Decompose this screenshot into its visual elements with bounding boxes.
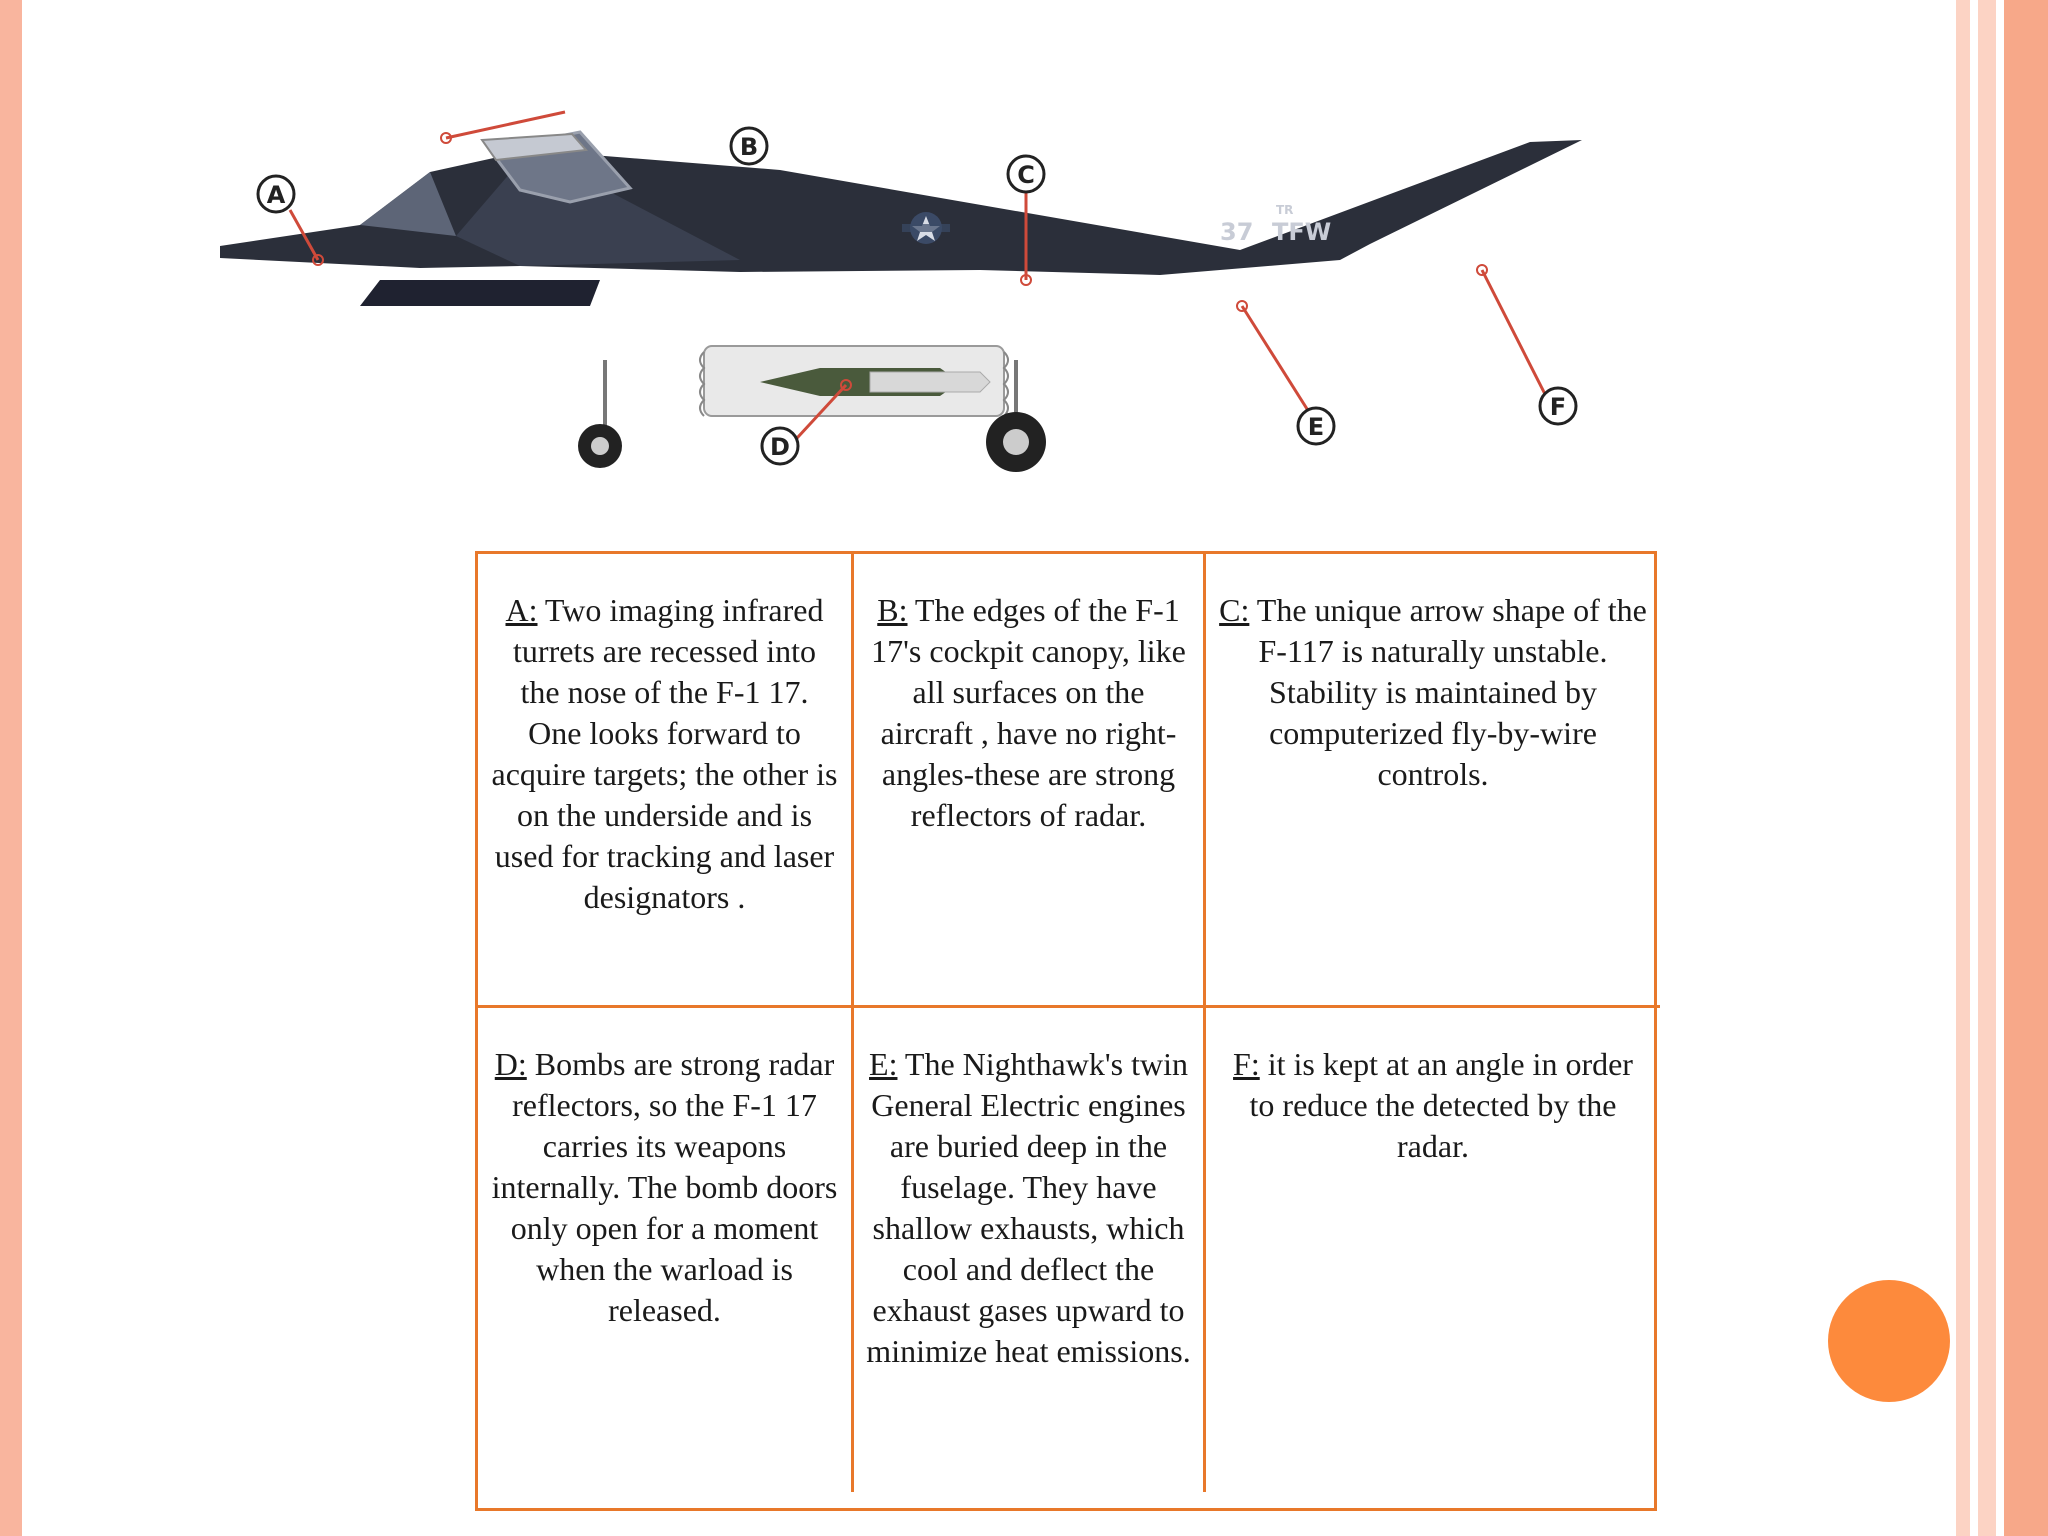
left-frame-bar — [0, 0, 22, 1536]
cell-a-text: Two imaging infrared turrets are recessed into the nose of the F-1 17. One looks forward to acquire targets; the other is on the underside and is used for tracking and laser designators . — [491, 592, 838, 915]
right-frame-bars — [1956, 0, 2048, 1536]
callout-letter-e: E — [1307, 413, 1325, 441]
cell-e-text: The Nighthawk's twin General Electric engines are buried deep in the fuselage. They have shallow exhausts, which cool and deflect the exhaust gases upward to minimize heat emissions. — [866, 1046, 1191, 1369]
cell-c-text: The unique arrow shape of the F-117 is naturally unstable. Stability is maintained by computerized fly-by-wire controls. — [1249, 592, 1647, 792]
description-grid — [475, 551, 1657, 1511]
cell-c-tag: C: — [1219, 592, 1250, 628]
callout-badge-a — [258, 176, 294, 212]
right-frame-bar-middle — [1978, 0, 1996, 1536]
callout-letter-c: C — [1017, 161, 1035, 189]
main-wheel-hub — [1003, 429, 1029, 455]
f117-diagram — [220, 110, 1780, 490]
insignia-bar — [902, 224, 950, 232]
callout-line-e — [1242, 306, 1314, 420]
callout-badge-c — [1008, 156, 1044, 192]
callout-line-b — [446, 112, 565, 138]
callout-badge-d — [762, 428, 798, 464]
cell-b — [854, 554, 1206, 1008]
right-frame-bar-inner — [2004, 0, 2048, 1536]
cell-a — [478, 554, 854, 1008]
callout-badge-b — [731, 128, 767, 164]
tail-wing-code: TFW — [1272, 218, 1332, 246]
callout-letter-a: A — [266, 181, 286, 209]
cell-e-tag: E: — [869, 1046, 898, 1082]
callout-line-f — [1482, 270, 1550, 404]
nose-pod — [360, 280, 600, 306]
cell-d-text: Bombs are strong radar reflectors, so the F-1 17 carries its weapons internally. The bomb doors only open for a moment when the warload is released. — [491, 1046, 838, 1328]
cell-b-tag: B: — [877, 592, 908, 628]
cell-e — [854, 1008, 1206, 1492]
callout-letter-b: B — [739, 133, 759, 161]
callout-badge-e — [1298, 408, 1334, 444]
cell-b-text: The edges of the F-1 17's cockpit canopy, like all surfaces on the aircraft , have no right-angles-these are strong reflectors of radar. — [871, 592, 1186, 833]
cell-a-tag: A: — [505, 592, 538, 628]
tail-number: 37 — [1220, 218, 1254, 246]
bomb-rack — [870, 372, 990, 392]
cell-f-tag: F: — [1233, 1046, 1260, 1082]
callout-letter-d: D — [770, 433, 790, 461]
callout-letter-f: F — [1549, 393, 1567, 421]
right-frame-bar-outer — [1956, 0, 1970, 1536]
cell-f — [1206, 1008, 1660, 1492]
nose-wheel-hub — [591, 437, 609, 455]
cell-f-text: it is kept at an angle in order to reduce the detected by the radar. — [1249, 1046, 1633, 1164]
accent-circle — [1828, 1280, 1950, 1402]
cell-d — [478, 1008, 854, 1492]
cell-c — [1206, 554, 1660, 1008]
callout-badge-f — [1540, 388, 1576, 424]
tail-code-top: TR — [1276, 203, 1294, 217]
cell-d-tag: D: — [494, 1046, 527, 1082]
